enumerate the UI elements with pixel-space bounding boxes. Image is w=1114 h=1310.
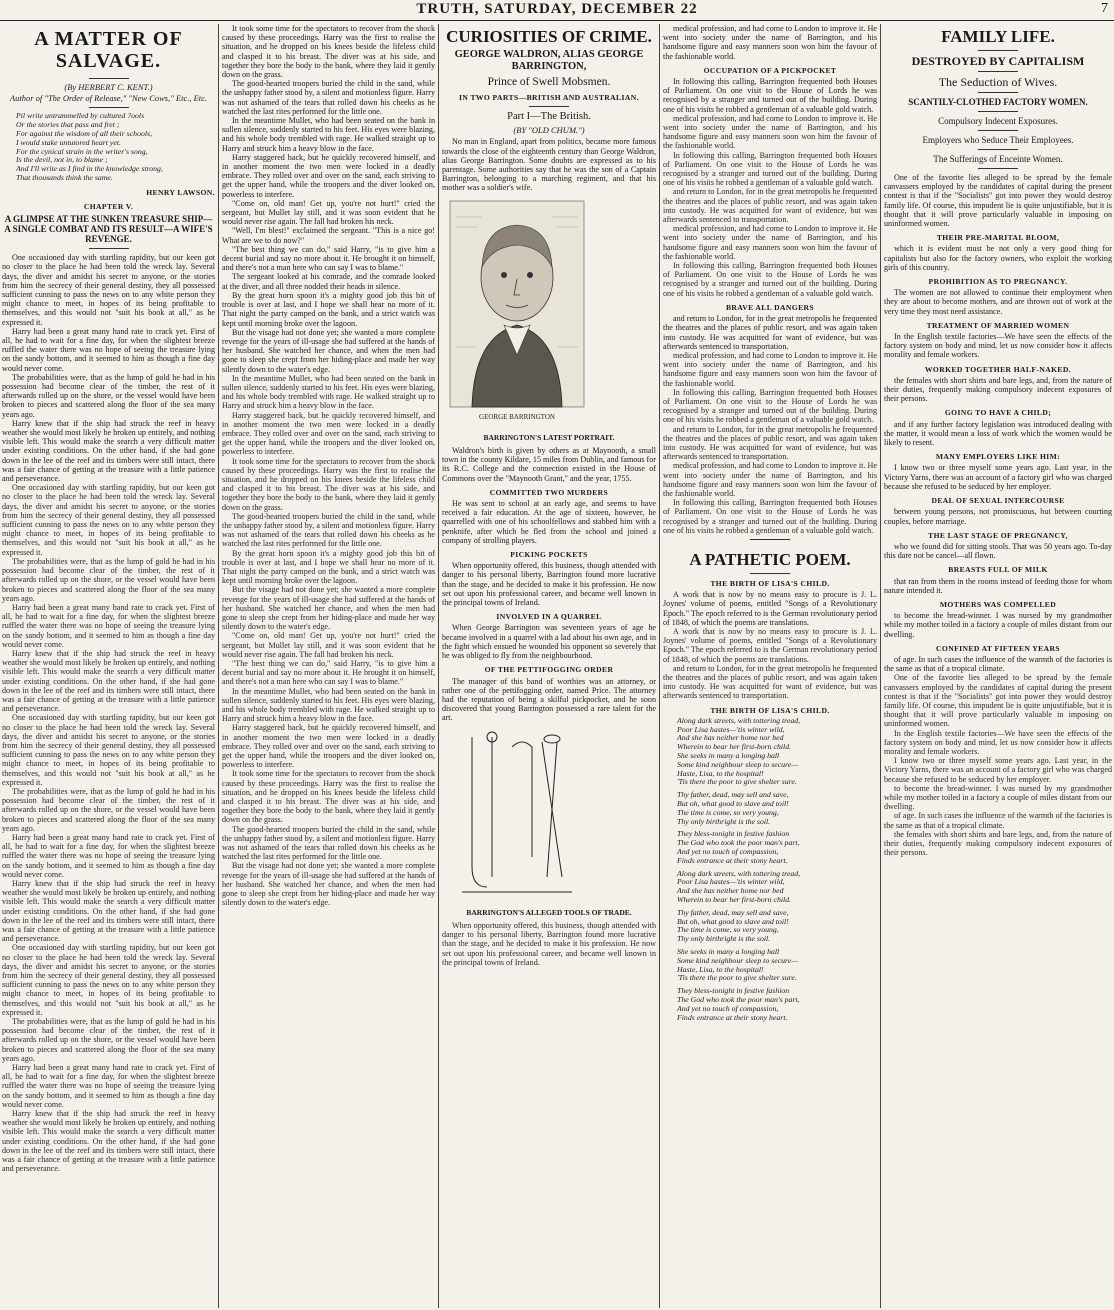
poem-line: Some kind neighbour sleep to secure— — [677, 955, 799, 965]
divider — [89, 107, 129, 108]
paragraph: By the great horn spoon it's a mighty good job this bit of trouble is over at last, and I hope we shall hear no more of it. That night the party camped on the bank, and a strict watch was kept until morning broke over the lagoon. — [222, 548, 435, 586]
subhead-capitalism: DESTROYED BY CAPITALISM — [911, 54, 1085, 68]
paragraph: "The best thing we can do," said Harry, "is to give him a decent burial and say no more about it. He brought it on himself, and there's not a man here who can say I was to blame." — [222, 659, 435, 687]
tools-caption: BARRINGTON'S ALLEGED TOOLS OF TRADE. — [466, 907, 632, 917]
subhead-parts: IN TWO PARTS—BRITISH AND AUSTRALIAN. — [459, 93, 639, 102]
paragraph: But the visage had not done yet; she wanted a more complete revenge for the years of ill-usage she had suffered at the hands of her husband. She watched her chance, and when the men had gone to sleep she crept from her hiding-place and made her way silently down to the water's edge. — [222, 861, 435, 908]
byline-credits: Author of "The Order of Release," "New Cows," Etc., Etc. — [9, 93, 208, 104]
divider — [529, 106, 569, 107]
subhead-employers: Employers who Seduce Their Employees. — [922, 135, 1074, 145]
epigraph-line: Or the stories that pass and fret ; — [16, 120, 120, 130]
headline-curiosities: CURIOSITIES OF CRIME. — [446, 27, 652, 46]
page-number: 7 — [1101, 1, 1108, 16]
poem-line: Finds entrance at their stony heart. — [677, 1012, 788, 1022]
poem-line: Some kind neighbour sleep to secure— — [677, 759, 799, 769]
paragraph: medical profession, and had come to London to improve it. He went into society under the name of Barrington, and his handsome figure and easy manners soon won him the favour of the fashionable world. — [663, 224, 877, 261]
paragraph: medical profession, and had come to London to improve it. He went into society under the name of Barrington, and his handsome figure and easy manners soon won him the favour of the fashionable world. — [663, 350, 877, 388]
paragraph: But the visage had not done yet; she wanted a more complete revenge for the years of ill-usage she had suffered at the hands of her husband. She watched her chance, and when the men had gone to sleep she crept from her hiding-place and made her way silently down to the water's edge. — [222, 585, 435, 632]
paragraph: One of the favorite lies alleged to be spread by the female canvassers employed by the candidates of capital during the present contest is that if the "Socialists" got into power they would destroy family life. Of course, this impudent lie is quite unjustifiable, but it is thought that it will prove particularly valuable in imposing on uninformed women. — [884, 173, 1112, 229]
paragraph: A work that is now by no means easy to procure is J. L. Joynes' volume of poems, entitled "Songs of a Revolutionary Epoch." The epoch referred to is the German revolutionary period of 1848, of which the poems are translations. — [663, 626, 877, 664]
subhead-sufferings: The Sufferings of Enceinte Women. — [933, 154, 1063, 164]
divider — [978, 130, 1018, 131]
paragraph: and return to London, for in the great metropolis he frequented the theatres and the places of public resort, and was again taken into custody. He was acquitted for want of evidence, but was afterwards sentenced to transportation. — [663, 314, 877, 351]
column-2 — [222, 24, 435, 1308]
poem-line: And yet no touch of compassion, — [677, 1003, 779, 1013]
poem-line: They bless-tonight in festive fashion — [677, 829, 790, 839]
poem-line: The time is come, so very young, — [677, 925, 779, 935]
column-1 — [2, 24, 215, 1308]
section-heading: MOTHERS WAS COMPELLED — [939, 599, 1057, 609]
paragraph: In the English textile factories—We have seen the effects of the factory system on body and mind, let us now consider how it affects morality and female workers. — [884, 332, 1112, 360]
epigraph-line: That thousands think the same. — [16, 172, 113, 182]
paragraph: "The best thing we can do," said Harry, "is to give him a decent burial and say no more about it. He brought it on himself, and there's not a man here who can say I was to blame." — [222, 244, 435, 273]
headline-salvage: A MATTER OF SALVAGE. — [34, 28, 183, 72]
poem-line: Along dark streets, with tottering tread, — [677, 715, 801, 725]
paragraph: In the meantime Mullet, who had been seated on the bank in sullen silence, suddenly started to his feet. His eyes were blazing, and his whole body trembled with rage. He walked straight up to Harry and struck him a heavy blow in the face. — [222, 116, 435, 153]
paragraph: In following this calling, Barrington frequented both Houses of Parliament. On one visit to the House of Lords he was recognised by a stranger and turned out of the building. During one of his visits he robbed a gentleman of a valuable gold watch. — [663, 498, 877, 535]
portrait-caption: BARRINGTON'S LATEST PORTRAIT. — [483, 432, 615, 442]
subhead-seduction: The Seduction of Wives. — [938, 75, 1058, 89]
section-heading: THE LAST STAGE OF PREGNANCY, — [928, 530, 1068, 540]
paragraph: When opportunity offered, this business, though attended with danger to his personal liberty, Barrington found more lucrative than the stage, and he decided to make it his profession. He now set out upon his professional career, and became well known in the principal towns of Ireland. — [442, 920, 656, 967]
divider — [978, 50, 1018, 51]
poem-line: The God who took the poor man's part, — [677, 994, 800, 1004]
poem-line: Thy father, dead, may sell and save, — [677, 790, 789, 800]
subhead-exposures: Compulsory Indecent Exposures. — [938, 116, 1058, 126]
paragraph: When opportunity offered, this business, though attended with danger to his personal liberty, Barrington found more lucrative than the stage, and he decided to make it his profession. He now set out upon his professional career, and became well known in the principal towns of Ireland. — [442, 561, 656, 608]
chapter-title: A GLIMPSE AT THE SUNKEN TREASURE SHIP—A SINGLE COMBAT AND ITS RESULT—A WIFE'S REVENGE. — [4, 214, 213, 245]
epigraph-line: Pil write untrammelled by cultured ?ools — [16, 111, 145, 121]
portrait-engraving — [442, 197, 592, 427]
paragraph: A work that is now by no means easy to procure is J. L. Joynes' volume of poems, entitled "Songs of a Revolutionary Epoch." The epoch referred to is the German revolutionary period of 1848, of which the poems are translations. — [663, 590, 877, 627]
paragraph: Waldron's birth is given by others as at Maynooth, a small town in the county Kildare, 15 miles from Dublin, and famous for its R.C. College and the connection existed in the House of Commons over the "Maynooth Grant," and the year, 1755. — [442, 446, 656, 483]
paragraph: The probabilities were, that as the lump of gold he had in his possession had become clear of the timber, the rest of it afterwards rolled up on the shore, or the vessel would have been broken to pieces and scattered along the floor of the sea many years ago. — [2, 372, 215, 419]
headline-pathetic-poem: A PATHETIC POEM. — [689, 549, 851, 569]
paragraph: Harry knew that if the ship had struck the reef in heavy weather she would most likely be broken up entirely, and nothing visible left. This would make the search a very difficult matter under existing conditions. On the other hand, if she had gone down in the lee of the reef and its timbers were still intact, there was a fair chance of getting at the treasure with a little patience and perseverance. — [2, 1109, 215, 1174]
paragraph: One occasioned day with startling rapidity, but our keen got no closer to the place he had been told the wreck lay. Several days, the diver and amidst his secret to anyone, or the stories from him the secrecy of their general destiny, they all possessed sufficient cunning to pass the news on to any white person they might chance to meet, in hopes of its being profitable to themselves, and this would not "suit his book at all," as he expressed it. — [2, 713, 215, 787]
poem-title: THE BIRTH OF LISA'S CHILD. — [710, 705, 830, 715]
divider — [978, 71, 1018, 72]
section-heading: THEIR PRE-MARITAL BLOOM, — [936, 233, 1060, 243]
paragraph: One occasioned day with startling rapidity, but our keen got no closer to the place he had been told the wreck lay. Several days, the diver and amidst his secret to anyone, or the stories from him the secrecy of their general destiny, they all possessed sufficient cunning to pass the news on to any white person they might chance to meet, in hopes of its being profitable to themselves, and this would not "suit his book at all," as he expressed it. — [2, 253, 215, 327]
paragraph: In the meantime Mullet, who had been seated on the bank in sullen silence, suddenly started to his feet. His eyes were blazing, and his whole body trembled with rage. He walked straight up to Harry and struck him a heavy blow in the face. — [222, 686, 435, 724]
paragraph: "Come on, old man! Get up, you're not hurt!" cried the sergeant, but Mullet lay still, and it was soon evident that he would never rise again. The fall had broken his neck. — [222, 631, 435, 659]
divider — [978, 92, 1018, 93]
paragraph: When George Barrington was seventeen years of age he became involved in a quarrel with a lad about his own age, and in the fight which ensued he wounded his opponent so severely that he was obliged to fly from the neighbourhood. — [442, 623, 656, 661]
section-heading: MANY EMPLOYERS LIKE HIM: — [935, 452, 1061, 462]
poem-subhead: THE BIRTH OF LISA'S CHILD. — [710, 578, 830, 588]
epigraph-line: For the cynical strain in the writer's song, — [16, 146, 148, 156]
section-heading: PROHIBITION AS TO PREGNANCY. — [928, 277, 1068, 287]
poem-line: And she has neither home nor bed — [677, 886, 784, 896]
poem-line: Wherein to bear her first-born child. — [677, 742, 792, 752]
poem-line: Along dark streets, with tottering tread, — [677, 868, 801, 878]
paragraph: between young persons, not promiscuous, but between courting couples, before marriage. — [884, 507, 1112, 526]
paragraph: Harry knew that if the ship had struck the reef in heavy weather she would most likely be broken up entirely, and nothing visible left. This would make the search a very difficult matter under existing conditions. On the other hand, if she had gone down in the lee of the reef and its timbers were still intact, there was a fair chance of getting at the treasure with a little patience and perseverance. — [2, 879, 215, 944]
poem-line: She seeks in many a longing hall — [677, 946, 780, 956]
column-rule — [218, 24, 219, 1308]
epigraph-line: I would stake untutored heart yet. — [16, 137, 121, 147]
poem-line: Haste, Lisa, to the hospital! — [677, 768, 764, 778]
paragraph: The probabilities were, that as the lump of gold he had in his possession had become clear of the timber, the rest of it afterwards rolled up on the shore, or the vessel would have been broken to pieces and scattered along the floor of the sea many years ago. — [2, 786, 215, 833]
section-heading: CONFINED AT FIFTEEN YEARS — [936, 643, 1060, 653]
paragraph: and if any further factory legislation was introduced dealing with the matter, it would mean a loss of work which the women would be likely to resent. — [884, 419, 1112, 448]
paragraph: the females with short shirts and bare legs, and, from the nature of their duties, frequently making compulsory indecent exposures of their persons. — [884, 375, 1112, 404]
byline: (By HERBERT C. KENT.) — [64, 82, 153, 92]
divider — [750, 573, 790, 574]
epigraph — [16, 112, 215, 182]
poem-line: Poor Lisa hastes—'tis winter wild, — [677, 877, 785, 887]
poem-line: Finds entrance at their stony heart. — [677, 855, 788, 865]
paragraph: The probabilities were, that as the lump of gold he had in his possession had become clear of the timber, the rest of it afterwards rolled up on the shore, or the vessel would have been broken to pieces and scattered along the floor of the sea many years ago. — [2, 556, 215, 603]
paragraph: Harry had been a great many hand rate to crack yet. First of all, he had to wait for a fine day, for when the slightest breeze ruffled the water there was no hope of seeing the treasure lying on the sandy bottom, and it seemed to him as though a fine day would never come. — [2, 326, 215, 373]
poem-line: Thy father, dead, may sell and save, — [677, 907, 789, 917]
epigraph-line: Is the devil, not in, to blame ; — [16, 155, 108, 165]
paragraph: The women are not allowed to continue their employment when they are about to become mothers, and are thrown out of work at the very time they most need assistance. — [884, 288, 1112, 316]
masthead — [0, 0, 1114, 21]
epigraph-author: HENRY LAWSON. — [146, 187, 215, 197]
section-heading: INVOLVED IN A QUARREL — [496, 612, 602, 622]
poem-line: Thy only birthright is the soil. — [677, 934, 771, 944]
paragraph: medical profession, and had come to London to improve it. He went into society under the name of Barrington, and his handsome figure and easy manners soon won him the favour of the fashionable world. — [663, 24, 877, 61]
paragraph: Harry staggered back, but he quickly recovered himself, and in another moment the two men were locked in a deadly embrace. They rolled over and over on the sand, each striving to get the upper hand, while the troopers and the diver looked on, powerless to interfere. — [222, 410, 435, 457]
section-heading: GOING TO HAVE A CHILD; — [944, 408, 1052, 418]
paragraph: the females with short shirts and bare legs, and, from the nature of their duties, frequently making compulsory indecent exposures of their persons. — [884, 829, 1112, 858]
column-rule — [880, 24, 881, 1308]
paragraph: medical profession, and had come to London to improve it. He went into society under the name of Barrington, and his handsome figure and easy manners soon won him the favour of the fashionable world. — [663, 461, 877, 498]
section-heading: WORKED TOGETHER HALF-NAKED. — [924, 364, 1072, 374]
paragraph: "Come on, old man! Get up, you're not hurt!" cried the sergeant, but Mullet lay still, and it was soon evident that he would never rise again. The fall had broken his neck. — [222, 198, 435, 227]
subhead-waldron: GEORGE WALDRON, ALIAS GEORGE BARRINGTON, — [454, 49, 644, 72]
paragraph: to become the bread-winner. I was nursed by my grandmother while my mother toiled in a factory a couple of miles distant from our dwelling. — [884, 783, 1112, 812]
poem-line: The God who took the poor man's part, — [677, 838, 800, 848]
paragraph: medical profession, and had come to London to improve it. He went into society under the name of Barrington, and his handsome figure and easy manners soon won him the favour of the fashionable world. — [663, 113, 877, 151]
poem-line: Haste, Lisa, to the hospital! — [677, 964, 764, 974]
paragraph: But the visage had not done yet; she wanted a more complete revenge for the years of ill-usage she had suffered at the hands of her husband. She watched her chance, and when the men had gone to sleep she crept from her hiding-place and made her way silently down to the water's edge. — [222, 327, 435, 374]
section-heading: COMMITTED TWO MURDERS — [489, 487, 609, 497]
paragraph: The sergeant looked at his comrade, and the comrade looked at the diver, and all three nodded their heads in silence. — [222, 272, 435, 291]
paragraph: and return to London, for in the great metropolis he frequented the theatres and the places of public resort, and was again taken into custody. He was acquitted for want of evidence, but was afterwards sentenced to transportation. — [663, 663, 877, 701]
paragraph: Harry knew that if the ship had struck the reef in heavy weather she would most likely be broken up entirely, and nothing visible left. This would make the search a very difficult matter under existing conditions. On the other hand, if she had gone down in the lee of the reef and its timbers were still intact, there was a fair chance of getting at the treasure with a little patience and perseverance. — [2, 648, 215, 714]
paragraph: The probabilities were, that as the lump of gold he had in his possession had become clear of the timber, the rest of it afterwards rolled up on the shore, or the vessel would have been broken to pieces and scattered along the floor of the sea many years ago. — [2, 1017, 215, 1063]
paragraph: In following this calling, Barrington frequented both Houses of Parliament. On one visit to the House of Lords he was recognised by a stranger and turned out of the building. During one of his visits he robbed a gentleman of a valuable gold watch. — [663, 77, 877, 114]
poem-line: 'Tis there the poor to give shelter sure. — [677, 777, 797, 787]
divider — [89, 248, 129, 249]
poem-line: She seeks in many a longing hall — [677, 751, 780, 760]
paragraph: Harry knew that if the ship had struck the reef in heavy weather she would most likely be broken up entirely, and nothing visible left. This would make the search a very difficult matter under existing conditions. On the other hand, if she had gone down in the lee of the reef and its timbers were still intact, there was a fair chance of getting at the treasure with a little patience and perseverance. — [2, 418, 215, 484]
divider — [978, 168, 1018, 169]
section-heading: BREASTS FULL OF MILK — [948, 565, 1048, 575]
poem-line: And yet no touch of compassion, — [677, 846, 779, 856]
paragraph: In following this calling, Barrington frequented both Houses of Parliament. On one visit to the House of Lords he was recognised by a stranger and turned out of the building. During one of his visits he robbed a gentleman of a valuable gold watch. — [663, 387, 877, 425]
divider — [978, 149, 1018, 150]
paragraph: He was sent to school at an early age, and seems to have received a fair education. At the age of sixteen, however, he quarrelled with one of his schoolfellows and stabbed him with a penknife, after which he fled from the school and joined a company of strolling players. — [442, 499, 656, 545]
paragraph: Harry had been a great many hand rate to crack yet. First of all, he had to wait for a fine day, for when the slightest breeze ruffled the water there was no hope of seeing the treasure lying on the sandy bottom, and it seemed to him as though a fine day would never come. — [2, 832, 215, 879]
paragraph: that ran from them in the rooms instead of feeding those for whom nature intended it. — [884, 576, 1112, 595]
paragraph: and return to London, for in the great metropolis he frequented the theatres and the places of public resort, and was again taken into custody. He was acquitted for want of evidence, but was afterwards sentenced to transportation. — [663, 187, 877, 225]
paragraph: The good-hearted troopers buried the child in the sand, while the unhappy father stood by, a silent and motionless figure. Harry was not ashamed of the tears that rolled down his cheeks as he watched the last rites performed for the little one. — [222, 511, 435, 549]
paragraph: No man in England, apart from politics, became more famous towards the close of the eighteenth century than George Waldron, alias George Barrington. Some doubts are expressed as to his parentage. Some authorities say that he was the son of a Captain Barrington, belonging to a marching regiment, and that his mother was a soldier's wife. — [442, 137, 656, 193]
epigraph-line: For against the wisdom of all their schools, — [16, 129, 153, 138]
subhead-prince: Prince of Swell Mobsmen. — [487, 76, 611, 88]
paragraph: I know two or three myself some years ago. Last year, in the Victory Yarns, there was an account of a factory girl who was charged because she refused to be seduced by her employer. — [884, 463, 1112, 491]
section-heading: TREATMENT OF MARRIED WOMEN — [926, 320, 1070, 330]
paragraph: The manager of this band of worthies was an attorney, or rather one of the pettifogging order, named Price. The attorney had the reputation of being a skilful pickpocket, and he soon discovered that young Barrington possessed a rare talent for the art. — [442, 676, 656, 723]
tools-illustration — [442, 727, 592, 902]
paragraph: of age. In such cases the influence of the warmth of the factories is the same as that of a tropical climate. — [884, 654, 1112, 674]
paragraph: who we found did for sitting stools. That was 50 years ago. To-day this dare not be cancel—all flown. — [884, 541, 1112, 561]
byline: (BY "OLD CHUM.") — [513, 125, 585, 136]
poem-line: But oh, what good to slave and toil! — [677, 798, 789, 808]
paragraph: Harry had been a great many hand rate to crack yet. First of all, he had to wait for a fine day, for when the slightest breeze ruffled the water there was no hope of seeing the treasure lying on the sandy bottom, and it seemed to him as though a fine day would never come. — [2, 602, 215, 649]
paragraph: One of the favorite lies alleged to be spread by the female canvassers employed by the candidates of capital during the present contest is that if the "Socialists" got into power they would destroy family life. Of course, this impudent lie is quite unjustifiable, but it is thought that it will prove particularly valuable in imposing on uninformed women. — [884, 673, 1112, 729]
paragraph: I know two or three myself some years ago. Last year, in the Victory Yarns, there was an account of a factory girl who was charged because she refused to be seduced by her employer. — [884, 756, 1112, 784]
paragraph: One occasioned day with startling rapidity, but our keen got no closer to the place he had been told the wreck lay. Several days, the diver and amidst his secret to anyone, or the stories from him the secrecy of their general destiny, they all possessed sufficient cunning to pass the news on to any white person they might chance to meet, in hopes of its being profitable to themselves, and this would not "suit his book at all," as he expressed it. — [2, 483, 215, 557]
paragraph: In the English textile factories—We have seen the effects of the factory system on body and mind, let us now consider how it affects morality and female workers. — [884, 728, 1112, 756]
paragraph: It took some time for the spectators to recover from the shock caused by these proceedings. Harry was the first to realise the situation, and he dropped on his knees beside the lifeless child and clasped it to his breast. The diver was at his side, and together they bore the body to the bank, where they laid it gently down on the grass. — [222, 456, 435, 512]
paragraph: In the meantime Mullet, who had been seated on the bank in sullen silence, suddenly started to his feet. His eyes were blazing, and his whole body trembled with rage. He walked straight up to Harry and struck him a heavy blow in the face. — [222, 373, 435, 411]
subhead-factory-women: SCANTILY-CLOTHED FACTORY WOMEN. — [908, 97, 1088, 107]
poem-body — [677, 717, 877, 1023]
paragraph: which it is evident must be not only a very good thing for capitalists but also for the factory owners, who exploit the working girls of this country. — [884, 244, 1112, 272]
section-heading: PICKING POCKETS — [510, 550, 588, 560]
divider — [89, 78, 129, 79]
paragraph: In following this calling, Barrington frequented both Houses of Parliament. On one visit to the House of Lords he was recognised by a stranger and turned out of the building. During one of his visits he robbed a gentleman of a valuable gold watch. — [663, 150, 877, 188]
poem-line: Wherein to bear her first-born child. — [677, 894, 792, 904]
paragraph: It took some time for the spectators to recover from the shock caused by these proceedings. Harry was the first to realise the situation, and he dropped on his knees beside the lifeless child and clasped it to his breast. The diver was at his side, and together they bore the body to the bank, where they laid it gently down on the grass. — [222, 24, 435, 80]
chapter-number: CHAPTER V. — [83, 201, 134, 211]
poem-line: Poor Lisa hastes—'tis winter wild, — [677, 724, 785, 734]
paragraph: and return to London, for in the great metropolis he frequented the theatres and the places of public resort, and was again taken into custody. He was acquitted for want of evidence, but was afterwards sentenced to transportation. — [663, 424, 877, 462]
poem-line: But oh, what good to slave and toil! — [677, 916, 789, 926]
masthead-title: TRUTH, SATURDAY, DECEMBER 22 — [416, 1, 698, 17]
paragraph: The good-hearted troopers buried the child in the sand, while the unhappy father stood by, a silent and motionless figure. Harry was not ashamed of the tears that rolled down his cheeks as he watched the last rites performed for the little one. — [222, 824, 435, 862]
section-heading: OF THE PETTIFOGGING ORDER — [484, 665, 614, 675]
column-4 — [663, 24, 877, 1308]
paragraph: Harry staggered back, but he quickly recovered himself, and in another moment the two men were locked in a deadly embrace. They rolled over and over on the sand, each striving to get the upper hand, while the troopers and the diver looked on, powerless to interfere. — [222, 152, 435, 199]
paragraph: Harry had been a great many hand rate to crack yet. First of all, he had to wait for a fine day, for when the slightest breeze ruffled the water there was no hope of seeing the treasure lying on the sandy bottom, and it seemed to him as though a fine day would never come. — [2, 1063, 215, 1109]
paragraph: The good-hearted troopers buried the child in the sand, while the unhappy father stood by, a silent and motionless figure. Harry was not ashamed of the tears that rolled down his cheeks as he watched the last rites performed for the little one. — [222, 79, 435, 116]
epigraph-line: And I'll write as I find in the knowledge strong, — [16, 164, 163, 174]
poem-line: 'Tis there the poor to give shelter sure. — [677, 973, 797, 983]
poem-line: They bless-tonight in festive fashion — [677, 986, 790, 996]
headline-family-life: FAMILY LIFE. — [941, 27, 1055, 46]
section-heading: BRAVE ALL DANGERS — [725, 302, 815, 312]
section-heading: OCCUPATION OF A PICKPOCKET — [703, 65, 837, 75]
paragraph: to become the bread-winner. I was nursed by my grandmother while my mother toiled in a factory a couple of miles distant from our dwelling. — [884, 611, 1112, 639]
paragraph: of age. In such cases the influence of the warmth of the factories is the same as that of a tropical climate. — [884, 811, 1112, 830]
poem-line: And she has neither home nor bed — [677, 733, 784, 743]
paragraph: In following this calling, Barrington frequented both Houses of Parliament. On one visit to the House of Lords he was recognised by a stranger and turned out of the building. During one of his visits he robbed a gentleman of a valuable gold watch. — [663, 261, 877, 298]
poem-line: Thy only birthright is the soil. — [677, 816, 771, 826]
paragraph: One occasioned day with startling rapidity, but our keen got no closer to the place he had been told the wreck lay. Several days, the diver and amidst his secret to anyone, or the stories from him the secrecy of their general destiny, they all possessed sufficient cunning to pass the news on to any white person they might chance to meet, in hopes of its being profitable to themselves, and this would not "suit his book at all," as he expressed it. — [2, 943, 215, 1017]
paragraph: By the great horn spoon it's a mighty good job this bit of trouble is over at last, and I hope we shall hear no more of it. That night the party camped on the bank, and a strict watch was kept until morning broke over the lagoon. — [222, 290, 435, 328]
divider — [750, 539, 790, 540]
paragraph: "Well, I'm blest!" exclaimed the sergeant. "This is a nice go! What are we to do now?" — [222, 226, 435, 245]
poem-line: The time is come, so very young, — [677, 807, 779, 817]
portrait-label: GEORGE BARRINGTON — [479, 412, 555, 421]
section-heading: DEAL OF SEXUAL INTERCOURSE — [931, 496, 1065, 506]
column-rule — [438, 24, 439, 1308]
column-3 — [442, 24, 656, 1308]
column-rule — [659, 24, 660, 1308]
divider — [978, 111, 1018, 112]
paragraph: It took some time for the spectators to recover from the shock caused by these proceedings. Harry was the first to realise the situation, and he dropped on his knees beside the lifeless child and clasped it to his breast. The diver was at his side, and together they bore the body to the bank, where they laid it gently down on the grass. — [222, 769, 435, 825]
column-5 — [884, 24, 1112, 1308]
paragraph: Harry staggered back, but he quickly recovered himself, and in another moment the two men were locked in a deadly embrace. They rolled over and over on the sand, each striving to get the upper hand, while the troopers and the diver looked on, powerless to interfere. — [222, 723, 435, 770]
part-title: Part I—The British. — [507, 111, 591, 123]
